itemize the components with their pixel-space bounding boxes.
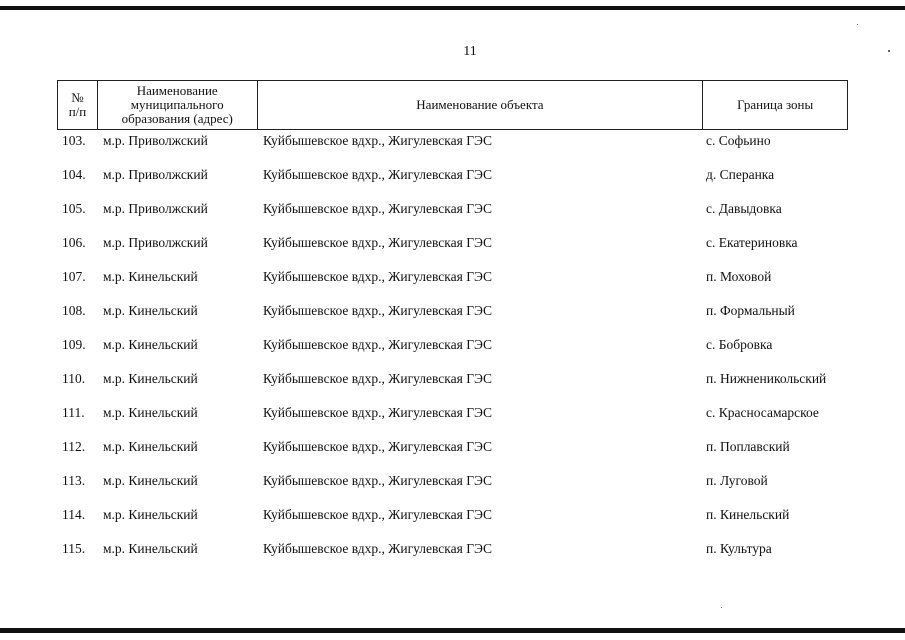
row-municipality: м.р. Кинельский <box>103 473 198 488</box>
row-municipality: м.р. Приволжский <box>103 133 208 148</box>
row-object: Куйбышевское вдхр., Жигулевская ГЭС <box>263 541 492 556</box>
header-number-cell <box>58 81 98 129</box>
row-number: 109. <box>62 337 86 352</box>
row-object: Куйбышевское вдхр., Жигулевская ГЭС <box>263 303 492 318</box>
row-zone: п. Нижненикольский <box>706 371 827 386</box>
row-number: 110. <box>62 371 86 386</box>
row-municipality: м.р. Приволжский <box>103 201 208 216</box>
row-number: 111. <box>62 405 85 420</box>
row-object: Куйбышевское вдхр., Жигулевская ГЭС <box>263 133 492 148</box>
row-municipality: м.р. Приволжский <box>103 235 208 250</box>
row-zone: п. Луговой <box>706 473 768 488</box>
row-number: 106. <box>62 235 86 250</box>
row-object: Куйбышевское вдхр., Жигулевская ГЭС <box>263 405 492 420</box>
table-row <box>0 201 905 235</box>
row-zone: д. Сперанка <box>706 167 775 182</box>
row-zone: п. Формальный <box>706 303 795 318</box>
row-object: Куйбышевское вдхр., Жигулевская ГЭС <box>263 235 492 250</box>
table-row <box>0 167 905 201</box>
row-number: 113. <box>62 473 86 488</box>
row-object: Куйбышевское вдхр., Жигулевская ГЭС <box>263 269 492 284</box>
row-municipality: м.р. Кинельский <box>103 541 198 556</box>
row-zone: п. Кинельский <box>706 507 790 522</box>
row-object: Куйбышевское вдхр., Жигулевская ГЭС <box>263 337 492 352</box>
row-zone: п. Культура <box>706 541 772 556</box>
row-number: 114. <box>62 507 86 522</box>
row-object: Куйбышевское вдхр., Жигулевская ГЭС <box>263 371 492 386</box>
table-row <box>0 507 905 541</box>
row-object: Куйбышевское вдхр., Жигулевская ГЭС <box>263 439 492 454</box>
scan-speck <box>857 24 858 25</box>
top-border-rule <box>0 6 905 10</box>
row-municipality: м.р. Кинельский <box>103 439 198 454</box>
row-number: 115. <box>62 541 86 556</box>
bottom-border-rule <box>0 628 905 633</box>
row-zone: с. Екатериновка <box>706 235 798 250</box>
row-municipality: м.р. Кинельский <box>103 303 198 318</box>
table-row <box>0 303 905 337</box>
row-municipality: м.р. Кинельский <box>103 337 198 352</box>
scan-speck <box>721 607 722 608</box>
row-number: 108. <box>62 303 86 318</box>
row-municipality: м.р. Кинельский <box>103 507 198 522</box>
row-number: 107. <box>62 269 86 284</box>
table-row <box>0 439 905 473</box>
row-object: Куйбышевское вдхр., Жигулевская ГЭС <box>263 167 492 182</box>
table-row <box>0 405 905 439</box>
page-number: 11 <box>463 44 477 59</box>
table-row <box>0 541 905 575</box>
scan-speck <box>888 50 890 52</box>
header-zone-cell <box>703 81 847 129</box>
header-object-label: Наименование объекта <box>416 97 544 112</box>
row-object: Куйбышевское вдхр., Жигулевская ГЭС <box>263 473 492 488</box>
row-zone: с. Софьино <box>706 133 771 148</box>
table-body <box>0 133 905 575</box>
header-number-label: № п/п <box>68 90 87 119</box>
row-number: 112. <box>62 439 86 454</box>
header-zone-label: Граница зоны <box>737 97 814 112</box>
table-row <box>0 371 905 405</box>
table-row <box>0 133 905 167</box>
row-object: Куйбышевское вдхр., Жигулевская ГЭС <box>263 507 492 522</box>
row-zone: п. Моховой <box>706 269 772 284</box>
table-row <box>0 235 905 269</box>
row-number: 105. <box>62 201 86 216</box>
row-municipality: м.р. Кинельский <box>103 405 198 420</box>
header-municipality-cell <box>98 81 258 129</box>
header-municipality-label: Наименование муниципального образования (адрес) <box>121 83 233 126</box>
table-row <box>0 337 905 371</box>
table-row <box>0 473 905 507</box>
row-object: Куйбышевское вдхр., Жигулевская ГЭС <box>263 201 492 216</box>
table-header <box>57 80 848 130</box>
row-zone: п. Поплавский <box>706 439 790 454</box>
row-number: 103. <box>62 133 86 148</box>
row-municipality: м.р. Кинельский <box>103 371 198 386</box>
row-number: 104. <box>62 167 86 182</box>
table-row <box>0 269 905 303</box>
header-object-cell <box>258 81 704 129</box>
row-zone: с. Бобровка <box>706 337 773 352</box>
row-municipality: м.р. Кинельский <box>103 269 198 284</box>
row-zone: с. Красносамарское <box>706 405 819 420</box>
row-municipality: м.р. Приволжский <box>103 167 208 182</box>
row-zone: с. Давыдовка <box>706 201 782 216</box>
